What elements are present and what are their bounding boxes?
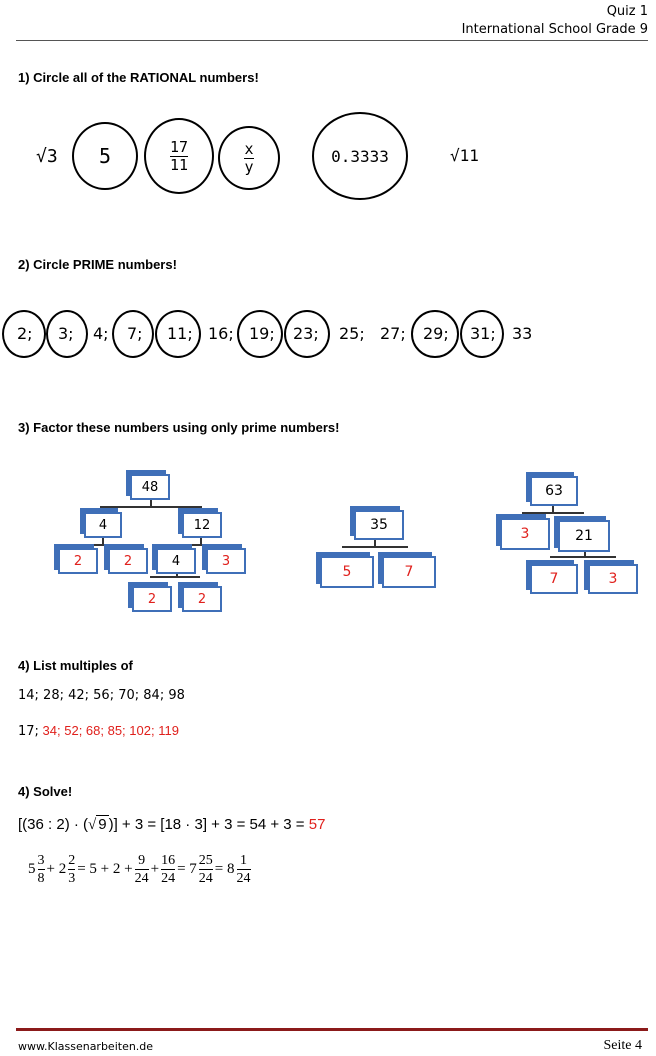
footer-url: www.Klassenarbeiten.de	[18, 1040, 154, 1053]
multiples-14: 14; 28; 42; 56; 70; 84; 98	[18, 688, 185, 703]
header-quiz: Quiz 1	[606, 4, 648, 19]
prime-item: 7;	[127, 324, 143, 343]
multiples-17: 17; 34; 52; 68; 85; 102; 119	[18, 723, 179, 739]
tree35-root: 35	[354, 510, 404, 540]
footer-page: Seite 4	[603, 1038, 642, 1053]
question-5-title: 4) Solve!	[18, 784, 73, 799]
question-2-title: 2) Circle PRIME numbers!	[18, 257, 177, 272]
tree48-node-4b: 4	[156, 548, 196, 574]
circled-fraction: $\frac{17}{11}$	[144, 118, 214, 194]
tree35-leaf: 7	[382, 556, 436, 588]
tree48-root: 48	[130, 474, 170, 500]
prime-item: 31;	[470, 324, 496, 343]
tree63-node-21: 21	[558, 520, 610, 552]
equation-1-answer: 57	[308, 816, 326, 833]
sqrt11: √11	[450, 146, 479, 165]
tree63-leaf: 3	[500, 518, 550, 550]
question-1-title: 1) Circle all of the RATIONAL numbers!	[18, 70, 259, 85]
prime-item: 23;	[293, 324, 319, 343]
prime-item: 2;	[17, 324, 33, 343]
tree48-leaf: 2	[132, 586, 172, 612]
circled-5: 5	[72, 122, 138, 190]
tree48-leaf: 2	[58, 548, 98, 574]
sqrt3: √3	[36, 146, 58, 167]
equation-1: [(36 : 2) · (√ 9 )] + 3 = [18 · 3] + 3 = 54 + 3 = 57	[18, 816, 326, 833]
tree48-leaf: 2	[108, 548, 148, 574]
tree48-leaf: 3	[206, 548, 246, 574]
prime-row	[0, 310, 656, 360]
circled-decimal: 0.3333	[312, 112, 408, 200]
tree63-leaf: 7	[530, 564, 578, 594]
prime-item: 11;	[167, 324, 193, 343]
header-rule	[16, 40, 648, 41]
prime-item: 3;	[58, 324, 74, 343]
header-school: International School Grade 9	[461, 22, 648, 37]
tree63-leaf: 3	[588, 564, 638, 594]
prime-item: 25;	[339, 324, 365, 343]
circled-x-over-y: $\frac{x}{y}$	[218, 126, 280, 190]
multiples-17-answer: 34; 52; 68; 85; 102; 119	[42, 723, 179, 738]
tree48-node-4: 4	[84, 512, 122, 538]
prime-item: 16;	[208, 324, 234, 343]
prime-item: 4;	[93, 324, 109, 343]
question-3-title: 3) Factor these numbers using only prime numbers!	[18, 420, 340, 435]
prime-item: 29;	[423, 324, 449, 343]
tree48-node-12: 12	[182, 512, 222, 538]
prime-item: 33	[512, 324, 533, 343]
tree48-leaf: 2	[182, 586, 222, 612]
tree35-leaf: 5	[320, 556, 374, 588]
prime-item: 19;	[249, 324, 275, 343]
tree63-root: 63	[530, 476, 578, 506]
prime-item: 27;	[380, 324, 406, 343]
equation-2: 5 $\frac{3}{8}$ + 2 $\frac{2}{3}$ = 5 + 2 + $\frac{9}{24}$ + $\frac{16}{24}$ = 7 $\frac{25}{24}$ = 8 $\frac{1}{24}$	[28, 853, 251, 886]
question-4-title: 4) List multiples of	[18, 658, 133, 673]
footer-rule	[16, 1028, 648, 1031]
